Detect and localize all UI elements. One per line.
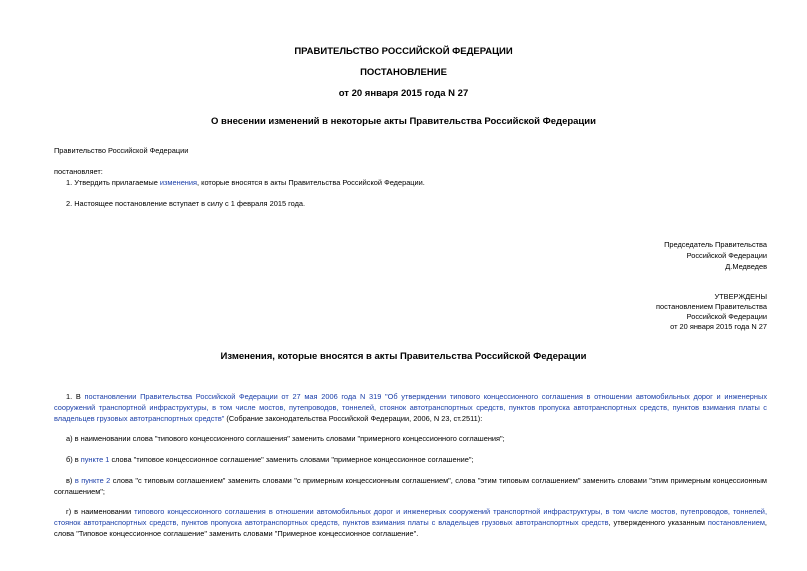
approved-date: от 20 января 2015 года N 27: [670, 322, 767, 331]
decides-text: постановляет:: [54, 167, 103, 176]
change-1g: [54, 506, 767, 539]
change-1b: [66, 454, 474, 465]
changes-link[interactable]: изменения: [159, 178, 198, 187]
change-1a: а) в наименовании слова "типового концессионного соглашения" заменить словами "примерного концессионного соглашения";: [66, 434, 505, 443]
change-1g-mid: , утвержденного указанным: [608, 518, 708, 527]
document-date-number: от 20 января 2015 года N 27: [338, 88, 469, 99]
change-1v: [54, 475, 767, 497]
change-1b-text: слова "типовое концессионное соглашение" заменить словами "примерное концессионное соглашение";: [109, 455, 474, 464]
change-1g-prefix: г) в наименовании: [66, 507, 135, 516]
signature-name: Д.Медведев: [725, 262, 767, 271]
resolution-link[interactable]: постановлением: [707, 518, 765, 527]
item-2: 2. Настоящее постановление вступает в силу с 1 февраля 2015 года.: [66, 199, 306, 208]
signature-position: Председатель Правительства: [664, 240, 767, 249]
point-2-link[interactable]: в пункте 2: [74, 476, 111, 485]
change-1: [54, 391, 767, 424]
approved-by: постановлением Правительства: [656, 302, 767, 311]
item-1-text: 1. Утвердить прилагаемые: [66, 178, 160, 187]
change-1-number: 1. В: [66, 392, 85, 401]
resolution-319-link[interactable]: постановлении Правительства Российской Федерации от 27 мая 2006 года N 319 "Об утверждении типового концессионного соглашения в отношении автомобильных дорог и инженерных сооружений транспортной инфраструктуры, в том числе мостов, путепроводов, тоннелей, стоянок автотранспортных средств, пунктов пропуска автотранспортных средств, пунктов взимания платы с владельцев грузовых автотранспортных средств": [54, 392, 768, 423]
typical-agreement-link[interactable]: типового концессионного соглашения в отношении автомобильных дорог и инженерных сооружений транспортной инфраструктуры, в том числе мостов, путепроводов, тоннелей, стоянок автотранспортных средств, пунктов пропуска автотранспортных средств, пунктов взимания платы с владельцев грузовых автотранспортных средств: [54, 507, 767, 527]
change-1-source: (Собрание законодательства Российской Федерации, 2006, N 23, ст.2511):: [224, 414, 483, 423]
change-1b-prefix: б) в: [66, 455, 81, 464]
document-title: О внесении изменений в некоторые акты Правительства Российской Федерации: [211, 116, 596, 127]
point-1-link[interactable]: пункте 1: [80, 455, 110, 464]
item-1: [66, 177, 425, 188]
change-1g-text: , слова "Типовое концессионное соглашение" заменить словами "Примерное концессионное соглашение".: [54, 518, 767, 538]
change-1v-prefix: в): [66, 476, 75, 485]
changes-title: Изменения, которые вносятся в акты Правительства Российской Федерации: [220, 351, 587, 362]
signature-country: Российской Федерации: [686, 251, 767, 260]
approved-country: Российской Федерации: [686, 312, 767, 321]
government-title: ПРАВИТЕЛЬСТВО РОССИЙСКОЙ ФЕДЕРАЦИИ: [294, 46, 513, 57]
issuer-text: Правительство Российской Федерации: [54, 146, 189, 155]
document-type: ПОСТАНОВЛЕНИЕ: [360, 67, 447, 78]
item-1-tail: , которые вносятся в акты Правительства Российской Федерации.: [197, 178, 425, 187]
approved-label: УТВЕРЖДЕНЫ: [714, 292, 767, 301]
change-1v-text: слова "с типовым соглашением" заменить словами "с примерным концессионным соглашением", слова "этим типовым соглашением" заменить словами "этим примерным концессионным соглашением";: [54, 476, 767, 496]
